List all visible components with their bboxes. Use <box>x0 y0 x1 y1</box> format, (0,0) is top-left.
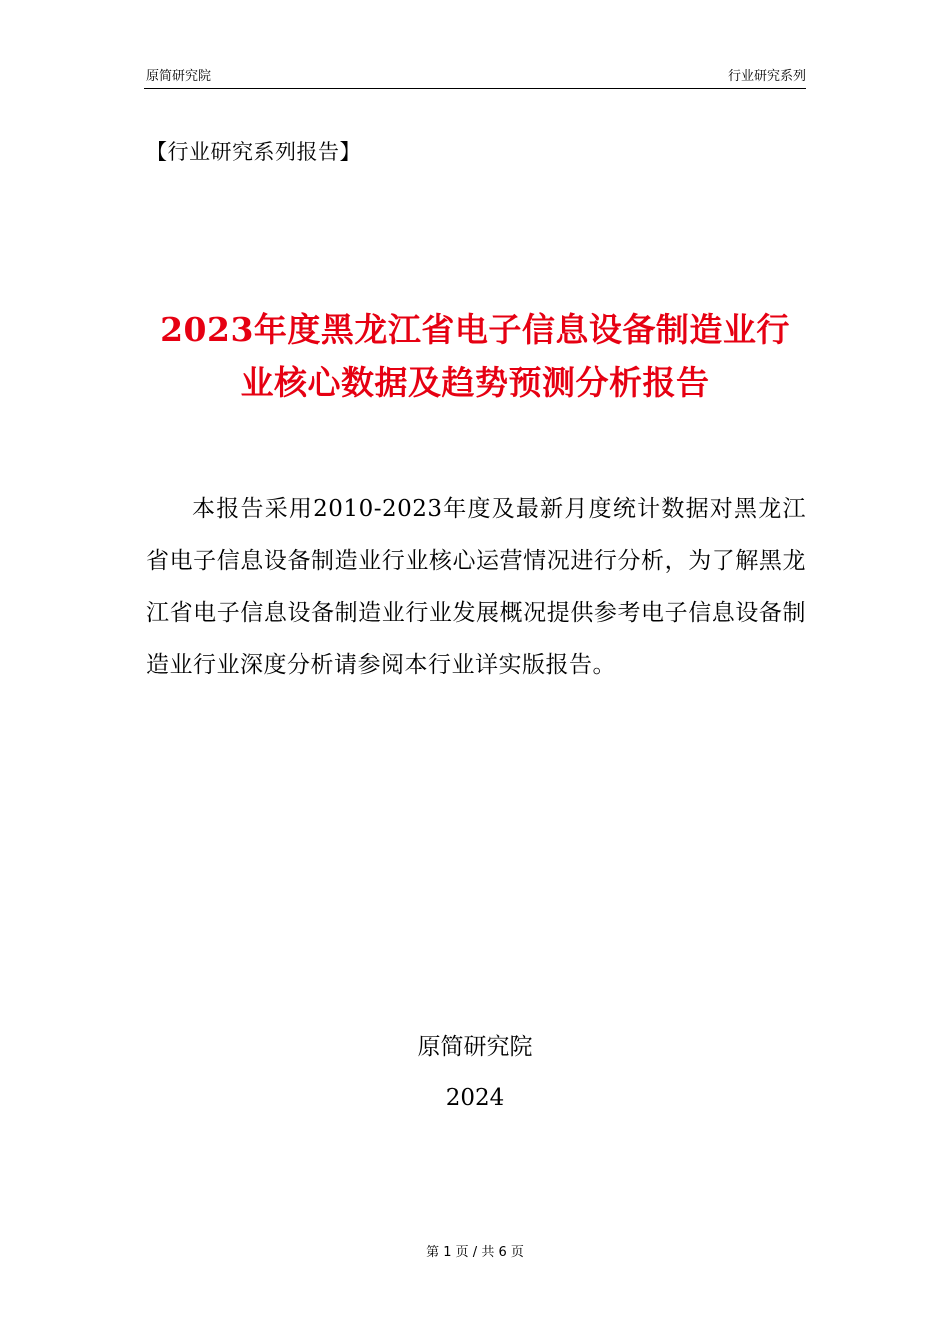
header-divider <box>144 88 806 89</box>
header-series: 行业研究系列 <box>727 69 806 84</box>
page-number: 第 1 页 / 共 6 页 <box>426 1245 524 1260</box>
series-tag: 【行业研究系列报告】 <box>146 140 361 164</box>
publisher-name: 原简研究院 <box>417 1034 533 1060</box>
report-title: 2023年度黑龙江省电子信息设备制造业行业核心数据及趋势预测分析报告 <box>160 310 790 402</box>
publication-year: 2024 <box>445 1085 505 1111</box>
header-publisher: 原简研究院 <box>146 69 212 84</box>
report-summary: 本报告采用2010-2023年度及最新月度统计数据对黑龙江省电子信息设备制造业行业核心运营情况进行分析，为了解黑龙江省电子信息设备制造业行业发展概况提供参考电子信息设备制造业行业深度分析请参阅本行业详实版报告。 <box>146 496 806 678</box>
